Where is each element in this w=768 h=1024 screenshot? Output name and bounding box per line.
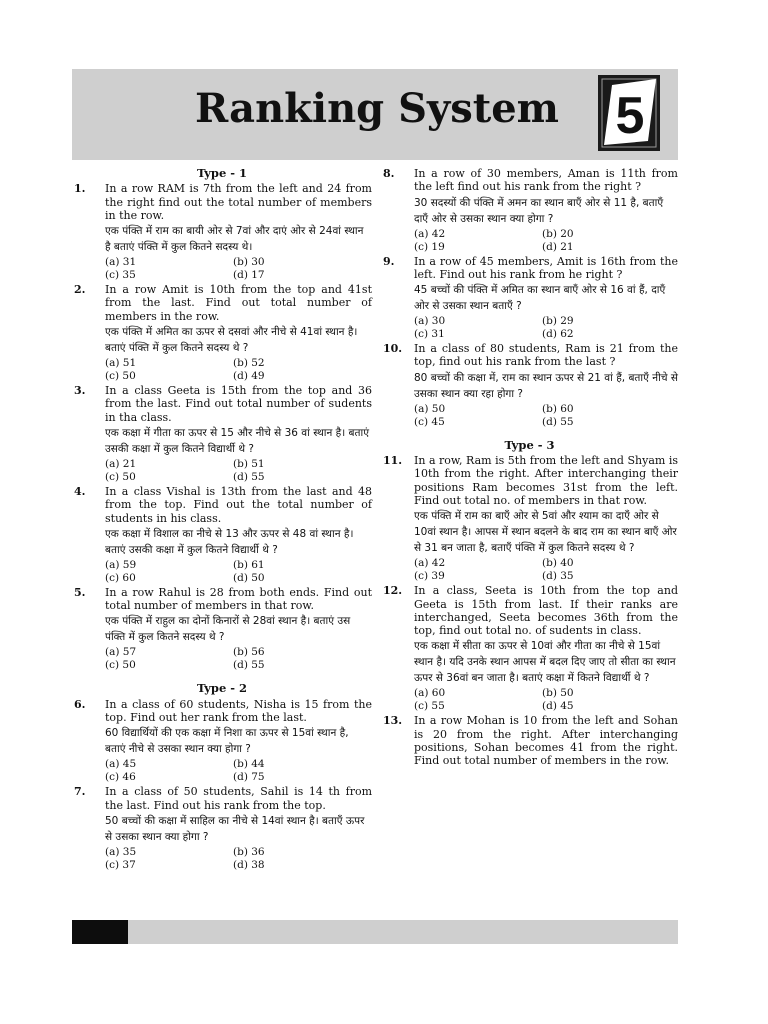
answer-option: (a) 21: [105, 457, 137, 470]
answer-option: (a) 45: [105, 758, 137, 771]
page-title: Ranking System: [195, 85, 559, 132]
answer-option: (a) 35: [105, 845, 137, 858]
answer-option: (d) 55: [542, 415, 574, 428]
chapter-number-badge: [598, 75, 660, 151]
question-text-english: In a class of 80 students, Ram is 21 from the top, find out his rank from the last ?: [414, 342, 678, 369]
answer-option: (c) 45: [414, 415, 445, 428]
answer-option: (b) 40: [542, 557, 574, 570]
question-text-hindi: एक कक्षा में विशाल का नीचे से 13 और ऊपर से 48 वां स्थान है। बताएं उसकी कक्षा में कुल कितने विद्यार्थी थे ?: [105, 527, 354, 556]
chapter-header: [72, 69, 678, 160]
question-number: 3.: [74, 384, 86, 398]
answer-option: (c) 39: [414, 570, 445, 583]
question-text-hindi: 80 बच्चों की कक्षा में, राम का स्थान ऊपर से 21 वां हैं, बताएँ नीचे से उसका स्थान क्या रहा होगा ?: [414, 371, 678, 400]
question-item: [381, 342, 678, 429]
question-item: [72, 586, 372, 673]
question-text-english: In a row of 45 members, Amit is 16th from the left. Find out his rank from he right ?: [414, 254, 678, 281]
answer-option: (a) 51: [105, 357, 137, 370]
footer-page-block: [72, 920, 128, 944]
answer-option: (d) 17: [233, 269, 265, 282]
question-item: [72, 698, 372, 785]
question-number: 7.: [74, 785, 86, 799]
answer-option: (b) 44: [233, 758, 265, 771]
answer-option: (d) 35: [542, 570, 574, 583]
question-text-english: In a row of 30 members, Aman is 11th from the left find out his rank from the right ?: [414, 167, 678, 194]
question-text-hindi: एक कक्षा में सीता का ऊपर से 10वां और गीता का नीचे से 15वां स्थान है। यदि उनके स्थान आपस में बदल दिए जाए तो सीता का स्थान ऊपर से 36वां बन जाता है। बताएं कक्षा में कितने विद्यार्थी थे ?: [414, 640, 676, 685]
answer-option: (b) 52: [233, 357, 265, 370]
answer-option: (b) 36: [233, 845, 265, 858]
answer-option: (c) 19: [414, 240, 445, 253]
answer-option: (a) 60: [414, 687, 446, 700]
answer-option: (c) 37: [105, 858, 136, 871]
answer-option: (a) 59: [105, 558, 137, 571]
question-text-english: In a class of 50 students, Sahil is 14 th from the last. Find out his rank from the top.: [105, 785, 372, 812]
question-item: [381, 167, 678, 254]
section-heading: Type - 2: [196, 681, 248, 696]
question-item: [72, 785, 372, 872]
question-text-hindi: एक पंक्ति में अमित का ऊपर से दसवां और नीचे से 41वां स्थान है। बताएं पंक्ति में कुल कितने सदस्य थे ?: [105, 326, 358, 355]
question-item: [381, 255, 678, 342]
answer-option: (b) 50: [542, 687, 574, 700]
question-text-english: In a row Rahul is 28 from both ends. Find out total number of members in that row.: [105, 585, 372, 613]
answer-option: (d) 45: [542, 700, 574, 713]
question-text-hindi: 50 बच्चों की कक्षा में साहिल का नीचे से 14वां स्थान है। बताएँ ऊपर से उसका स्थान क्या होगा ?: [105, 814, 365, 843]
answer-option: (d) 50: [233, 571, 265, 584]
answer-options: [105, 846, 372, 872]
question-text-hindi: एक कक्षा में गीता का ऊपर से 15 और नीचे से 36 वां स्थान है। बताएं उसकी कक्षा में कुल कितने विद्यार्थी थे ?: [105, 426, 370, 455]
answer-option: (d) 75: [233, 771, 265, 784]
question-text-english: In a row Mohan is 10 from the left and Sohan is 20 from the right. After interchanging positions, Sohan becomes 41 from the right. Find out total number of members in the row.: [414, 714, 678, 768]
answer-option: (b) 60: [542, 402, 574, 415]
question-text-hindi: एक पंक्ति में राहुल का दोनों किनारों से 28वां स्थान है। बताएं उस पंक्ति में कुल कितने सदस्य थे ?: [105, 615, 351, 644]
answer-option: (a) 31: [105, 256, 137, 269]
question-text-english: In a row, Ram is 5th from the left and Shyam is 10th from the right. After interchanging their positions Ram becomes 31st from the left. Find out total no. of members in that row.: [414, 454, 678, 507]
answer-options: [414, 315, 678, 341]
footer-bar: [72, 920, 678, 944]
question-item: [381, 454, 678, 583]
question-number: 8.: [383, 167, 395, 180]
answer-option: (c) 50: [105, 470, 136, 483]
question-number: 9.: [383, 254, 395, 268]
question-item: [381, 584, 678, 713]
answer-option: (d) 49: [233, 370, 265, 383]
answer-option: (c) 50: [105, 370, 136, 383]
answer-options: [414, 557, 678, 583]
question-number: 2.: [74, 283, 86, 297]
question-number: 4.: [74, 484, 86, 498]
answer-options: [105, 559, 372, 585]
question-text-english: In a class, Seeta is 10th from the top and Geeta is 15th from last. If their ranks are interchanged, Seeta becomes 36th from the top, find out total no. of sudents in class.: [414, 584, 678, 638]
question-number: 12.: [383, 584, 403, 598]
answer-option: (a) 42: [414, 557, 446, 570]
question-item: [72, 182, 372, 282]
question-number: 10.: [383, 342, 403, 356]
answer-option: (c) 55: [414, 700, 445, 713]
question-text-english: In a row RAM is 7th from the left and 24 from the right find out the total number of members in the row.: [105, 182, 372, 222]
answer-option: (c) 46: [105, 771, 136, 784]
question-number: 1.: [74, 182, 86, 196]
answer-options: [105, 256, 372, 282]
answer-option: (d) 55: [233, 659, 265, 672]
answer-option: (c) 60: [105, 571, 136, 584]
question-text-english: In a class of 60 students, Nisha is 15 from the top. Find out her rank from the last.: [105, 697, 372, 725]
answer-option: (d) 21: [542, 240, 574, 253]
answer-options: [414, 403, 678, 429]
answer-option: (b) 20: [542, 227, 574, 240]
chapter-number: 5: [615, 87, 645, 145]
answer-option: (c) 50: [105, 659, 136, 672]
answer-options: [105, 646, 372, 672]
question-number: 13.: [383, 714, 403, 728]
answer-option: (b) 56: [233, 646, 265, 659]
section-heading: Type - 3: [504, 437, 555, 452]
answer-options: [105, 357, 372, 383]
answer-option: (b) 29: [542, 315, 574, 328]
right-column: [381, 167, 678, 769]
answer-option: (a) 50: [414, 402, 446, 415]
answer-options: [414, 687, 678, 713]
question-text-english: In a class Geeta is 15th from the top and 36 from the last. Find out total number of sudents in tha class.: [105, 384, 372, 424]
section-heading: Type - 1: [196, 166, 248, 180]
question-text-hindi: एक पंक्ति में राम का बाएँ ओर से 5वां और श्याम का दाएँ ओर से 10वां स्थान है। आपस में स्थान बदलने के बाद राम का स्थान बाएँ ओर से 31 बन जाता है, बताएँ पंक्ति में कुल कितने सदस्य थे ?: [414, 510, 677, 555]
answer-options: [105, 758, 372, 784]
answer-options: [414, 228, 678, 254]
question-item: [72, 384, 372, 484]
question-text-hindi: 60 विद्यार्थियों की एक कक्षा में निशा का ऊपर से 15वां स्थान है, बताएं नीचे से उसका स्थान क्या होगा ?: [105, 727, 349, 756]
question-text-hindi: 45 बच्चों की पंक्ति में अमित का स्थान बाएँ ओर से 16 वां हैं, दाएँ ओर से उसका स्थान बताएँ ?: [414, 284, 666, 313]
question-item: [381, 714, 678, 767]
left-column: [72, 167, 372, 873]
answer-option: (c) 31: [414, 328, 445, 341]
question-text-hindi: एक पंक्ति में राम का बायी ओर से 7वां और दाएं ओर से 24वां स्थान है बताएं पंक्ति में कुल कितने सदस्य थे।: [105, 225, 364, 254]
question-text-english: In a class Vishal is 13th from the last and 48 from the top. Find out the total number of students in his class.: [105, 484, 372, 525]
answer-option: (b) 61: [233, 558, 265, 571]
question-number: 5.: [74, 585, 86, 599]
answer-option: (c) 35: [105, 269, 136, 282]
question-text-hindi: 30 सदस्यों की पंक्ति में अमन का स्थान बाएँ ओर से 11 है, बताएँ दाएँ ओर से उसका स्थान क्या होगा ?: [414, 196, 664, 225]
question-number: 6.: [74, 697, 86, 711]
answer-option: (a) 30: [414, 315, 446, 328]
question-item: [72, 485, 372, 585]
question-text-english: In a row Amit is 10th from the top and 41st from the last. Find out total number of members in the row.: [105, 283, 372, 323]
answer-option: (d) 38: [233, 858, 265, 871]
answer-option: (d) 62: [542, 328, 574, 341]
answer-option: (a) 57: [105, 646, 137, 659]
answer-option: (b) 30: [233, 256, 265, 269]
answer-options: [105, 458, 372, 484]
question-number: 11.: [383, 454, 403, 468]
answer-option: (d) 55: [233, 470, 265, 483]
answer-option: (a) 42: [414, 227, 446, 240]
question-item: [72, 283, 372, 383]
answer-option: (b) 51: [233, 457, 265, 470]
